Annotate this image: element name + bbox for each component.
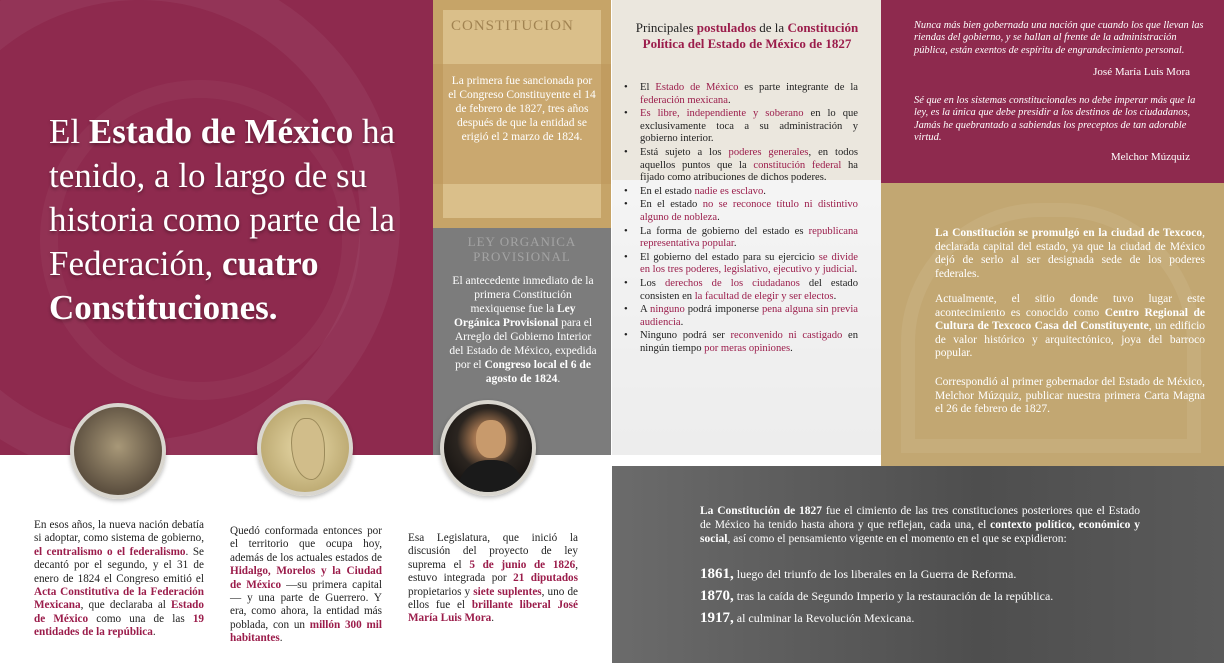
texcoco-paragraph-2: Actualmente, el sitio donde tuvo lugar este acontecimiento es conocido como Centro Regional de Cultura de Texcoco Casa del Constituyente, un edificio de valor histórico y arquitectónico, joya del barroco popular. xyxy=(935,293,1206,360)
ley-organica-text: El antecedente inmediato de la primera Constitución mexiquense fue la Ley Orgánica Provisional para el Arreglo del Gobierno Interior del Estado de México, expedida por el Congreso local el 6 de agosto de 1824. xyxy=(449,275,597,385)
hero-title-bold: Estado de México xyxy=(88,112,354,151)
portrait-image xyxy=(440,400,536,496)
document-heading: CONSTITUCION xyxy=(451,18,574,34)
first-constitution-text: La primera fue sancionada por el Congreso Constituyente el 14 de febrero de 1827, tres años después de que la entidad se erigió el 2 marzo de 1824. xyxy=(448,75,596,143)
list-item: • A ninguno podrá imponerse pena alguna sin previa audiencia. xyxy=(640,304,858,329)
list-item: • El gobierno del estado para su ejercicio se divide en los tres poderes, legislativo, ejecutivo y judicial. xyxy=(640,252,858,277)
hero-title-bold-2: cuatro Constituciones. xyxy=(49,244,319,327)
texcoco-paragraph-3: Correspondió al primer gobernador del Estado de México, Melchor Múzquiz, publicar nuestra primera Carta Magna el 26 de febrero de 1827. xyxy=(935,376,1205,416)
later-constitutions-intro: La Constitución de 1827 fue el cimiento de las tres constituciones posteriores que el Estado de México ha tenido hasta ahora y que reflejan, cada una, el contexto político, económico y social, así como el pensamiento vigente en el momento en el que se expidieron: xyxy=(700,505,1140,545)
year-1870: 1870, tras la caída de Segundo Imperio y la restauración de la república. xyxy=(700,588,1054,604)
texcoco-paragraph-1: La Constitución se promulgó en la ciudad de Texcoco, declarada capital del estado, ya que la ciudad de México dejó de serlo al ser designada sede de los poderes federales. xyxy=(935,227,1205,280)
postulados-panel xyxy=(612,0,881,455)
year-1917: 1917, al culminar la Revolución Mexicana. xyxy=(700,610,915,626)
eagle-seal-image xyxy=(70,403,166,499)
texcoco-panel xyxy=(881,183,1224,466)
quote-author-muzquiz: Melchor Múzquiz xyxy=(1110,151,1190,163)
hero-title: El Estado de México ha tenido, a lo largo de su historia como parte de la Federación, cuatro Constituciones. xyxy=(49,112,396,327)
postulados-title: Principales postulados de la Constitución Política del Estado de México de 1827 xyxy=(635,20,859,51)
ley-organica-heading: LEY ORGANICA PROVISIONAL xyxy=(467,234,577,264)
constitution-document-panel xyxy=(433,0,611,228)
historic-map-image xyxy=(257,400,353,496)
list-item: • El Estado de México es parte integrante de la federación mexicana. xyxy=(640,82,858,107)
territory-text: Quedó conformada entonces por el territorio que ocupa hoy, además de los actuales estados de Hidalgo, Morelos y la Ciudad de México —su primera capital— y una parte de Guerrero. Y era, como ahora, la entidad más poblada, con un millón 300 mil habitantes. xyxy=(230,525,382,645)
list-item: • Ninguno podrá ser reconvenido ni castigado en ningún tiempo por meras opiniones. xyxy=(640,330,858,355)
later-constitutions-panel xyxy=(612,466,1224,663)
list-item: • La forma de gobierno del estado es republicana representativa popular. xyxy=(640,226,858,251)
year-1861: 1861, luego del triunfo de los liberales en la Guerra de Reforma. xyxy=(700,566,1017,582)
hero-panel xyxy=(0,0,433,455)
list-item: • Los derechos de los ciudadanos del estado consisten en la facultad de elegir y ser electos. xyxy=(640,278,858,303)
quote-muzquiz: Sé que en los sistemas constitucionales no debe imperar más que la ley, es la única que debe presidir a los destinos de los ciudadanos, Jamás he quebrantado a sabiendas los preceptos de tan adorable virtud. xyxy=(914,95,1196,144)
list-item: • En el estado nadie es esclavo. xyxy=(640,186,858,199)
quotes-panel xyxy=(881,0,1224,183)
list-item: • Está sujeto a los poderes generales, en todos aquellos puntos que la constitución federal ha fijado como atribuciones de dichos poderes. xyxy=(640,147,858,185)
legislature-text: Esa Legislatura, que inició la discusión del proyecto de ley suprema el 5 de junio de 1826, estuvo integrada por 21 diputados propietarios y siete suplentes, uno de ellos fue el brillante liberal José María Luis Mora. xyxy=(408,532,579,625)
quote-mora: Nunca más bien gobernada una nación que cuando los que llevan las riendas del gobierno, y se hallan al frente de la administración pública, están exentos de espíritu de engrandecimiento personal. xyxy=(914,20,1204,56)
revolution-photo-background xyxy=(612,466,1224,663)
list-item: • En el estado no se reconoce título ni distintivo alguno de nobleza. xyxy=(640,199,858,224)
list-item: • Es libre, independiente y soberano en lo que exclusivamente toca a su administración y gobierno interior. xyxy=(640,108,858,146)
postulados-list xyxy=(640,82,858,356)
quote-author-mora: José María Luis Mora xyxy=(1093,66,1190,78)
federalism-text: En esos años, la nueva nación debatía si adoptar, como sistema de gobierno, el centralismo o el federalismo. Se decantó por el segundo, y el 31 de enero de 1824 el Congreso emitió el Acta Constitutiva de la Federación Mexicana, que declaraba al Estado de México como una de las 19 entidades de la república. xyxy=(34,519,204,639)
